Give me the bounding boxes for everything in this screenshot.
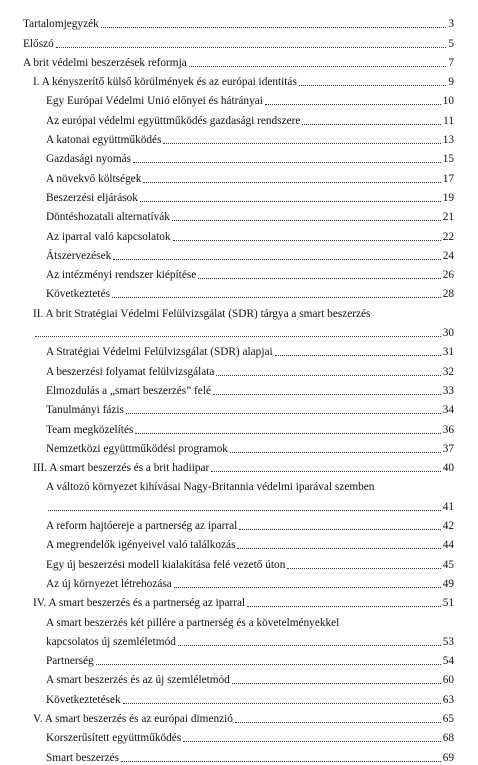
toc-entry-title: Partnerség bbox=[46, 655, 94, 668]
toc-entry[interactable] bbox=[23, 147, 454, 166]
toc-entry-title: Tanulmányi fázis bbox=[46, 404, 124, 417]
toc-page-number: 36 bbox=[442, 423, 454, 436]
toc-page-number: 9 bbox=[448, 76, 454, 89]
dot-leader bbox=[189, 66, 447, 67]
toc-page-number: 60 bbox=[442, 674, 454, 687]
dot-leader bbox=[121, 761, 441, 762]
toc-entry[interactable] bbox=[23, 359, 454, 378]
toc-entry-title: A Stratégiai Védelmi Felülvizsgálat (SDR) alapjai bbox=[46, 346, 273, 359]
dot-leader bbox=[112, 297, 441, 298]
toc-page-number: 51 bbox=[442, 597, 454, 610]
toc-entry[interactable] bbox=[23, 514, 454, 533]
dot-leader bbox=[35, 336, 441, 337]
toc-entry[interactable] bbox=[23, 649, 454, 668]
toc-page-number: 68 bbox=[442, 732, 454, 745]
toc-page-number: 17 bbox=[442, 172, 454, 185]
dot-leader bbox=[113, 259, 440, 260]
toc-entry[interactable] bbox=[23, 687, 454, 706]
toc-entry-title-line bbox=[23, 475, 454, 494]
dot-leader bbox=[173, 240, 441, 241]
dot-leader bbox=[235, 722, 441, 723]
toc-page-number: 54 bbox=[442, 655, 454, 668]
toc-entry-title: Egy Európai Védelmi Unió előnyei és hátrányai bbox=[46, 95, 263, 108]
toc-entry[interactable] bbox=[23, 726, 454, 745]
toc-page-number: 28 bbox=[442, 288, 454, 301]
toc-page-number: 33 bbox=[442, 384, 454, 397]
toc-entry[interactable] bbox=[23, 51, 454, 70]
dot-leader bbox=[101, 27, 447, 28]
toc-page-number: 10 bbox=[442, 95, 454, 108]
toc-entry-title: Az új környezet létrehozása bbox=[46, 577, 172, 590]
toc-entry-title: Egy új beszerzési modell kialakítása felé vezető úton bbox=[46, 558, 286, 571]
dot-leader bbox=[48, 510, 441, 511]
toc-page-number: 63 bbox=[442, 693, 454, 706]
toc-entry-title: V. A smart beszerzés és az európai dimenzió bbox=[33, 712, 233, 725]
toc-entry-title: Team megközelítés bbox=[46, 423, 134, 436]
dot-leader bbox=[135, 433, 440, 434]
dot-leader bbox=[287, 568, 440, 569]
dot-leader bbox=[140, 201, 441, 202]
toc-page-number: 22 bbox=[442, 230, 454, 243]
toc-entry-title: Tartalomjegyzék bbox=[23, 18, 99, 31]
toc-entry-title: A reform hajtóereje a partnerség az iparral bbox=[46, 520, 238, 533]
toc-entry[interactable] bbox=[23, 128, 454, 147]
toc-entry[interactable] bbox=[23, 437, 454, 456]
dot-leader bbox=[143, 182, 440, 183]
dot-leader bbox=[247, 606, 441, 607]
toc-page-number: 42 bbox=[442, 520, 454, 533]
toc-entry-title: A brit védelmi beszerzések reformja bbox=[23, 56, 187, 69]
toc-entry-title-line bbox=[23, 301, 454, 320]
toc-entry[interactable] bbox=[23, 244, 454, 263]
dot-leader bbox=[265, 104, 441, 105]
toc-entry[interactable] bbox=[23, 630, 454, 649]
toc-entry-title: Döntéshozatali alternatívák bbox=[46, 211, 170, 224]
toc-entry-title-line bbox=[23, 610, 454, 629]
toc-entry-title: Az iparral való kapcsolatok bbox=[46, 230, 171, 243]
dot-leader bbox=[174, 587, 441, 588]
toc-entry[interactable] bbox=[23, 186, 454, 205]
dot-leader bbox=[232, 683, 441, 684]
toc-page-number: 13 bbox=[442, 134, 454, 147]
toc-entry[interactable] bbox=[23, 31, 454, 50]
dot-leader bbox=[302, 124, 441, 125]
toc-entry-title: A beszerzési folyamat felülvizsgálata bbox=[46, 365, 215, 378]
dot-leader bbox=[123, 703, 441, 704]
dot-leader bbox=[96, 664, 441, 665]
toc-page-number: 15 bbox=[442, 153, 454, 166]
toc-entry[interactable] bbox=[23, 321, 454, 340]
toc-page-number: 24 bbox=[442, 249, 454, 262]
toc-page-number: 34 bbox=[442, 404, 454, 417]
toc-page-number: 49 bbox=[442, 577, 454, 590]
toc-page-number: 53 bbox=[442, 635, 454, 648]
toc-entry-title: Elmozdulás a „smart beszerzés” felé bbox=[46, 384, 211, 397]
toc-page-number: 44 bbox=[442, 539, 454, 552]
toc-entry-title: I. A kényszerítő külső körülmények és az európai identitás bbox=[33, 76, 297, 89]
toc-page-number: 69 bbox=[442, 751, 454, 764]
toc-entry[interactable] bbox=[23, 456, 454, 475]
toc-entry-title: Átszervezések bbox=[46, 249, 112, 262]
toc-entry-title: A változó környezet kihívásai Nagy-Britannia védelmi iparával szemben bbox=[46, 481, 375, 494]
toc-entry[interactable] bbox=[23, 12, 454, 31]
toc-page-number: 30 bbox=[442, 327, 454, 340]
dot-leader bbox=[216, 375, 440, 376]
toc-entry-title: IV. A smart beszerzés és a partnerség az iparral bbox=[33, 597, 246, 610]
toc-entry-title: Az intézményi rendszer kiépítése bbox=[46, 269, 197, 282]
dot-leader bbox=[163, 143, 440, 144]
dot-leader bbox=[239, 529, 440, 530]
toc-entry-title: Korszerűsített együttműködés bbox=[46, 732, 182, 745]
dot-leader bbox=[299, 85, 447, 86]
toc-entry[interactable] bbox=[23, 108, 454, 127]
toc-page-number: 32 bbox=[442, 365, 454, 378]
toc-page-number: 3 bbox=[448, 18, 454, 31]
toc-entry[interactable] bbox=[23, 70, 454, 89]
dot-leader bbox=[213, 394, 441, 395]
dot-leader bbox=[230, 452, 441, 453]
toc-entry[interactable] bbox=[23, 668, 454, 687]
toc-entry-title: A smart beszerzés két pillére a partnerség és a követelményekkel bbox=[46, 616, 340, 629]
dot-leader bbox=[275, 355, 441, 356]
dot-leader bbox=[126, 413, 441, 414]
dot-leader bbox=[172, 220, 441, 221]
dot-leader bbox=[211, 471, 440, 472]
toc-page-number: 26 bbox=[442, 269, 454, 282]
toc-entry-title: Beszerzési eljárások bbox=[46, 191, 138, 204]
toc-entry[interactable] bbox=[23, 282, 454, 301]
toc-entry[interactable] bbox=[23, 398, 454, 417]
dot-leader bbox=[198, 278, 440, 279]
toc-entry-title: A katonai együttműködés bbox=[46, 134, 162, 147]
toc-entry[interactable] bbox=[23, 166, 454, 185]
toc-page-number: 21 bbox=[442, 211, 454, 224]
toc-entry[interactable] bbox=[23, 205, 454, 224]
dot-leader bbox=[237, 548, 440, 549]
toc-entry-title: Következtetés bbox=[46, 288, 110, 301]
toc-entry[interactable] bbox=[23, 263, 454, 282]
dot-leader bbox=[133, 162, 441, 163]
toc-entry-title-continued: kapcsolatos új szemléletmód bbox=[46, 635, 176, 648]
toc-entry-title: A megrendelők igényeivel való találkozás bbox=[46, 539, 236, 552]
toc-entry[interactable] bbox=[23, 494, 454, 513]
toc-entry-title: Az európai védelmi együttműködés gazdasági rendszere bbox=[46, 114, 301, 127]
toc-entry[interactable] bbox=[23, 745, 454, 764]
toc-page-number: 5 bbox=[448, 37, 454, 50]
toc-entry-title: III. A smart beszerzés és a brit hadiipar bbox=[33, 462, 210, 475]
toc-page-number: 65 bbox=[442, 712, 454, 725]
toc-entry-title: Smart beszerzés bbox=[46, 751, 120, 764]
toc-entry-title: Előszó bbox=[23, 37, 54, 50]
toc-entry[interactable] bbox=[23, 379, 454, 398]
toc-entry[interactable] bbox=[23, 552, 454, 571]
toc-page-number: 41 bbox=[442, 500, 454, 513]
toc-page-number: 11 bbox=[443, 114, 454, 127]
dot-leader bbox=[178, 645, 441, 646]
toc-entry[interactable] bbox=[23, 707, 454, 726]
toc-page-number: 40 bbox=[442, 462, 454, 475]
table-of-contents bbox=[23, 12, 454, 765]
toc-entry[interactable] bbox=[23, 591, 454, 610]
toc-entry[interactable] bbox=[23, 340, 454, 359]
toc-page-number: 37 bbox=[442, 442, 454, 455]
toc-entry[interactable] bbox=[23, 533, 454, 552]
toc-entry[interactable] bbox=[23, 89, 454, 108]
dot-leader bbox=[183, 741, 440, 742]
toc-entry-title: A növekvő költségek bbox=[46, 172, 142, 185]
toc-entry[interactable] bbox=[23, 224, 454, 243]
toc-page-number: 19 bbox=[442, 191, 454, 204]
dot-leader bbox=[56, 47, 447, 48]
toc-page-number: 7 bbox=[448, 56, 454, 69]
toc-entry-title: A smart beszerzés és az új szemléletmód bbox=[46, 674, 230, 687]
toc-page-number: 45 bbox=[442, 558, 454, 571]
toc-entry-title: Gazdasági nyomás bbox=[46, 153, 132, 166]
toc-entry-title: Következtetések bbox=[46, 693, 121, 706]
toc-entry-title: II. A brit Stratégiai Védelmi Felülvizsgálat (SDR) tárgya a smart beszerzés bbox=[33, 307, 371, 320]
toc-page-number: 31 bbox=[442, 346, 454, 359]
toc-entry-title: Nemzetközi együttműködési programok bbox=[46, 442, 228, 455]
toc-entry[interactable] bbox=[23, 417, 454, 436]
toc-entry[interactable] bbox=[23, 572, 454, 591]
